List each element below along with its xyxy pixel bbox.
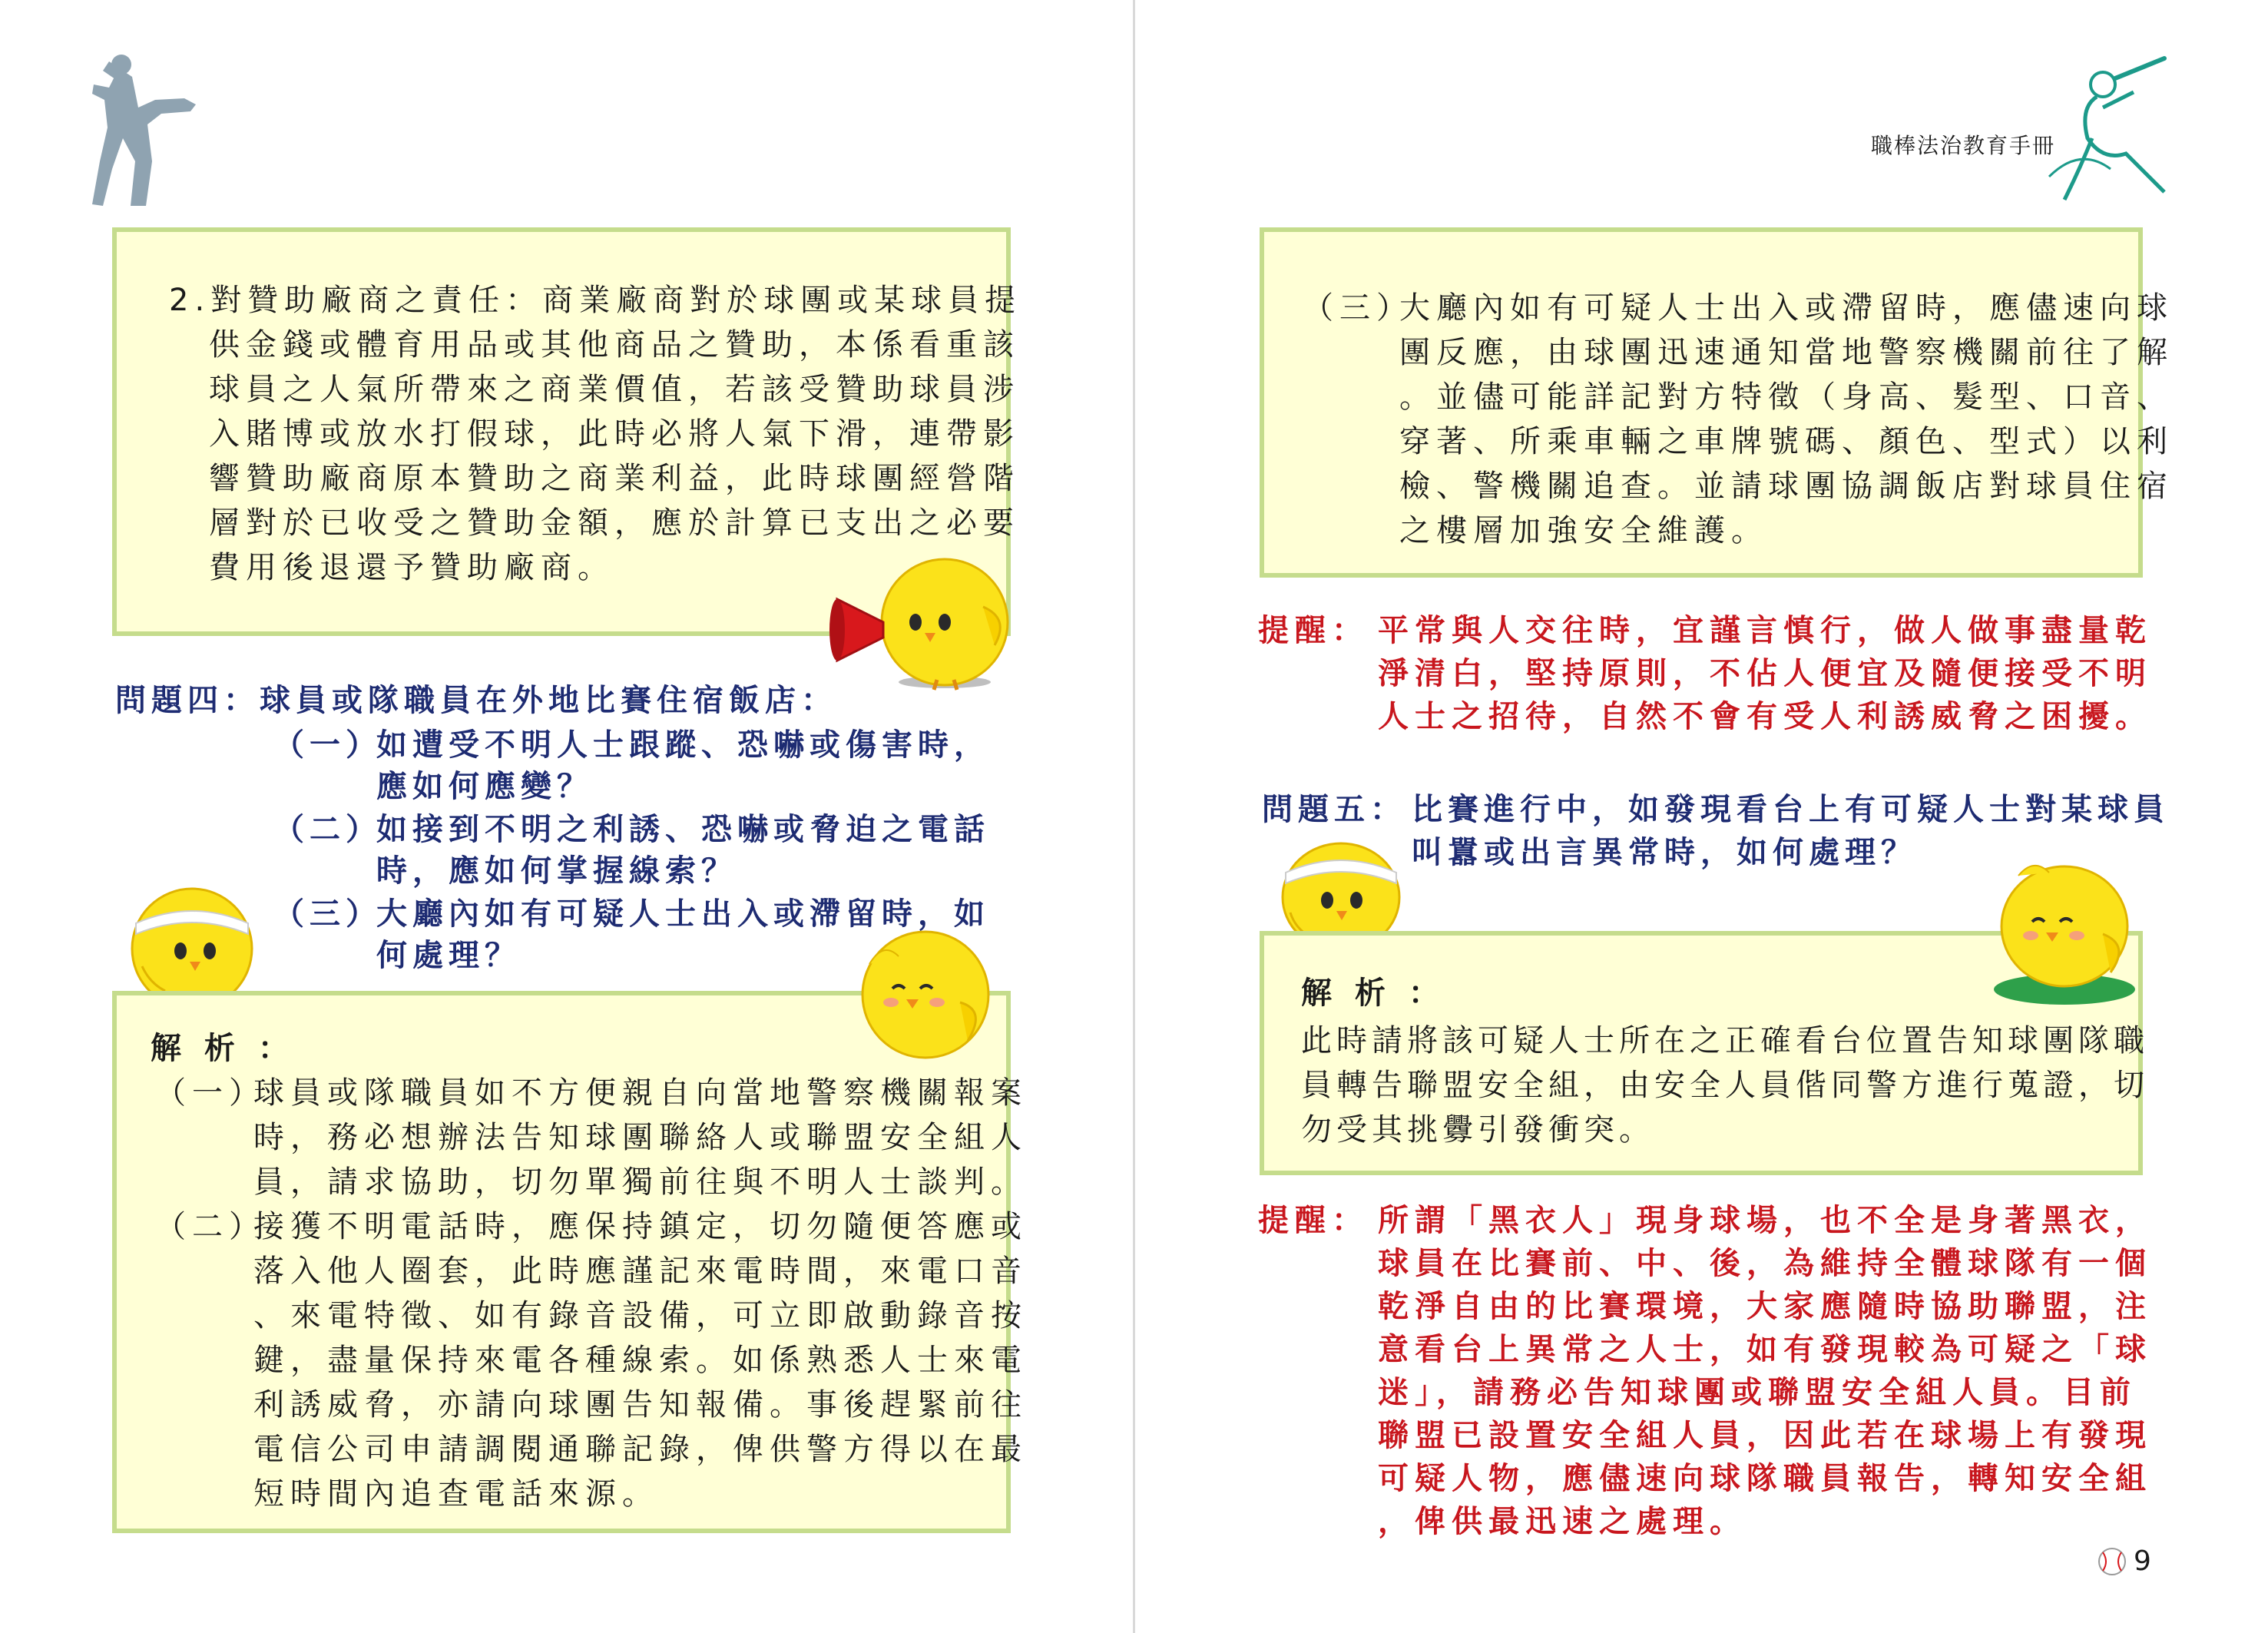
chick-megaphone-icon [829, 553, 1029, 691]
analysis-item2-line5: 電信公司申請調閱通聯記錄，俾供警方得以在最 [253, 1432, 1028, 1467]
analysis-item1-line0: 球員或隊職員如不方便親自向當地警察機關報案 [253, 1075, 1028, 1111]
item3-line4: 檢、警機關追查。並請球團協調飯店對球員住宿 [1399, 469, 2174, 504]
analysis-item2-marker: （二） [155, 1209, 266, 1244]
question4-item1-marker: （一） [273, 727, 382, 763]
analysis-item1-line1: 時，務必想辦法告知球團聯絡人或聯盟安全組人 [253, 1120, 1028, 1155]
batter-logo-icon [2049, 61, 2180, 207]
question4-text: 球員或隊職員在外地比賽住宿飯店： [260, 682, 837, 718]
item2-line-1: 供金錢或體育用品或其他商品之贊助，本係看重該 [209, 327, 1020, 363]
page-number: 9 [2134, 1545, 2151, 1577]
question4-label: 問題四： [115, 682, 260, 718]
reminder1-line1: 淨清白，堅持原則，不佔人便宜及隨便接受不明 [1378, 656, 2152, 691]
reminder2-line2: 乾淨自由的比賽環境，大家應隨時協助聯盟，注 [1378, 1289, 2152, 1324]
reminder1-label: 提醒： [1258, 613, 1369, 648]
reminder2-line4: 迷」，請務必告知球團或聯盟安全組人員。目前 [1378, 1375, 2137, 1410]
analysis-heading-right: 解 析 ： [1301, 975, 1445, 1011]
analysis-right-line0: 此時請將該可疑人士所在之正確看台位置告知球團隊職 [1301, 1023, 2149, 1058]
reminder2-line1: 球員在比賽前、中、後，為維持全體球隊有一個 [1378, 1246, 2152, 1281]
header-title: 職棒法治教育手冊 [1871, 133, 2056, 158]
reminder2-line5: 聯盟已設置安全組人員，因此若在球場上有發現 [1378, 1418, 2152, 1453]
question4-item1-line1: 應如何應變？ [376, 768, 593, 804]
reminder2-label: 提醒： [1258, 1203, 1369, 1238]
item2-line-0: 2.對贊助廠商之責任：商業廠商對於球團或某球員提 [169, 283, 1022, 318]
question4-item3-line1: 何處理？ [376, 937, 521, 973]
item2-line-6: 費用後退還予贊助廠商。 [209, 550, 614, 585]
question5-label: 問題五： [1262, 791, 1406, 827]
analysis-item1-marker: （一） [155, 1075, 266, 1111]
analysis-item1-line2: 員，請求協助，切勿單獨前往與不明人士談判。 [253, 1164, 1028, 1200]
reminder2-line6: 可疑人物，應儘速向球隊職員報告，轉知安全組 [1378, 1461, 2152, 1496]
chick-grass-icon [1988, 860, 2141, 1006]
analysis-item2-line2: 、來電特徵、如有錄音設備，可立即啟動錄音按 [253, 1298, 1028, 1333]
question5-line0: 比賽進行中，如發現看台上有可疑人士對某球員 [1412, 791, 2170, 827]
item2-line-4: 響贊助廠商原本贊助之商業利益，此時球團經營階 [209, 461, 1020, 496]
analysis-box-left [112, 991, 1028, 1533]
question4-item1-line0: 如遭受不明人士跟蹤、恐嚇或傷害時， [376, 727, 990, 763]
analysis-item2-line4: 利誘威脅，亦請向球團告知報備。事後趕緊前往 [253, 1387, 1028, 1423]
pitcher-silhouette-icon [92, 54, 207, 207]
lobby-suspect-box [1260, 227, 2174, 578]
chick-smiling-icon [853, 926, 998, 1064]
reminder1-line2: 人士之招待，自然不會有受人利誘威脅之困擾。 [1378, 699, 2152, 734]
item3-marker: （三） [1303, 290, 1413, 326]
baseball-icon [2097, 1546, 2127, 1577]
item3-line5: 之樓層加強安全維護。 [1399, 513, 1768, 548]
analysis-item2-line1: 落入他人圈套，此時應謹記來電時間，來電口音 [253, 1254, 1028, 1289]
question4-item2-line1: 時，應如何掌握線索？ [376, 853, 737, 889]
analysis-heading-left: 解 析 ： [151, 1031, 295, 1066]
reminder1-line0: 平常與人交往時，宜謹言慎行，做人做事盡量乾 [1378, 613, 2152, 648]
item3-line2: 。並儘可能詳記對方特徵（身高、髮型、口音、 [1399, 379, 2174, 415]
analysis-item2-line6: 短時間內追查電話來源。 [253, 1476, 659, 1512]
analysis-right-line1: 員轉告聯盟安全組，由安全人員偕同警方進行蒐證，切 [1301, 1068, 2149, 1103]
reminder2-line7: ，俾供最迅速之處理。 [1378, 1504, 1747, 1539]
item3-line1: 團反應，由球團迅速通知當地警察機關前往了解 [1399, 335, 2174, 370]
right-page [1135, 0, 2268, 1633]
question4-item3-line0: 大廳內如有可疑人士出入或滯留時，如 [376, 896, 990, 932]
question5-line1: 叫囂或出言異常時，如何處理？ [1412, 834, 1917, 870]
question4-item3-marker: （三） [273, 896, 382, 932]
item2-line-2: 球員之人氣所帶來之商業價值，若該受贊助球員涉 [209, 372, 1020, 407]
item2-line-5: 層對於已收受之贊助金額，應於計算已支出之必要 [209, 505, 1020, 541]
analysis-item2-line3: 鍵，盡量保持來電各種線索。如係熟悉人士來電 [253, 1343, 1028, 1378]
item3-line0: 大廳內如有可疑人士出入或滯留時，應儘速向球 [1399, 290, 2174, 326]
reminder2-line0: 所謂「黑衣人」現身球場，也不全是身著黑衣， [1378, 1203, 2152, 1238]
analysis-right-line2: 勿受其挑釁引發衝突。 [1301, 1112, 1654, 1148]
analysis-item2-line0: 接獲不明電話時，應保持鎮定，切勿隨便答應或 [253, 1209, 1028, 1244]
item3-line3: 穿著、所乘車輛之車牌號碼、顏色、型式）以利 [1399, 424, 2174, 459]
question4-title [115, 676, 837, 720]
item2-line-3: 入賭博或放水打假球，此時必將人氣下滑，連帶影 [209, 416, 1020, 452]
question4-item2-line0: 如接到不明之利誘、恐嚇或脅迫之電話 [376, 811, 990, 847]
reminder2-line3: 意看台上異常之人士，如有發現較為可疑之「球 [1378, 1332, 2152, 1367]
question4-item2-marker: （二） [273, 811, 382, 847]
